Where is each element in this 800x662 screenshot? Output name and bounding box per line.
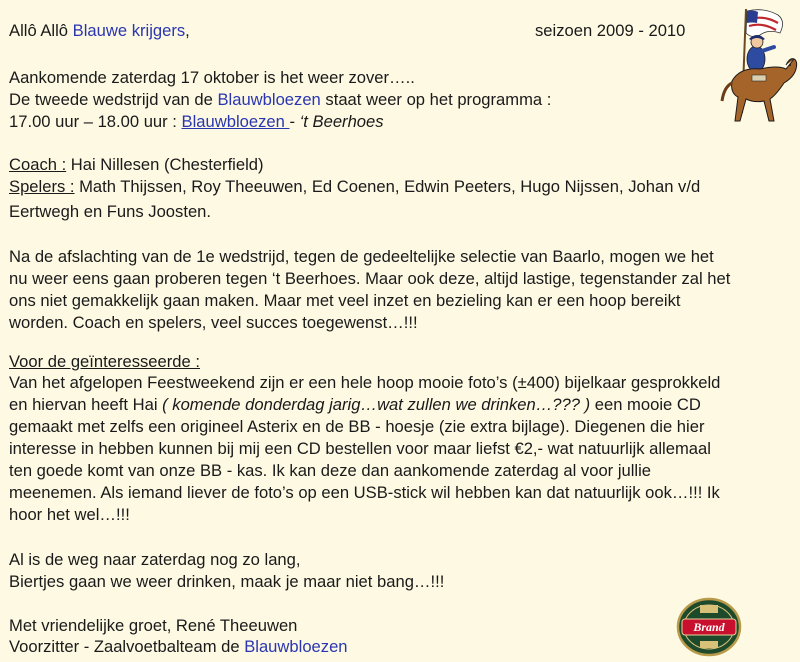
players-line-2: Eertwegh en Funs Joosten. — [9, 202, 212, 221]
birthday-aside: ( komende donderdag jarig…wat zullen we drinken…??? ) — [162, 395, 591, 414]
intro-text: staat weer op het programma : — [320, 90, 552, 109]
signature-greeting: Met vriendelijke groet, René Theeuwen — [9, 616, 298, 635]
interest-line: Van het afgelopen Feestweekend zijn er een hele hoop mooie foto’s (±400) bijelkaar gesprokkeld — [9, 373, 721, 392]
intro-line-1: Aankomende zaterdag 17 oktober is het weer zover….. — [9, 68, 415, 87]
interest-line: gemaakt met zelfs een origineel Asterix en de BB - hoesje (zie extra bijlage). Diegenen die hier — [9, 417, 705, 436]
team-name: Blauwbloezen — [244, 637, 348, 656]
interest-line: hoor het wel…!!! — [9, 505, 130, 524]
paragraph-line: nu weer eens gaan proberen tegen ‘t Beerhoes. Maar ook deze, altijd lastige, tegenstander zal het — [9, 269, 731, 288]
coach-line — [9, 154, 264, 176]
opponent-name: ‘t Beerhoes — [299, 112, 384, 131]
team-name: Blauwbloezen — [217, 90, 321, 109]
knight-illustration — [716, 3, 800, 133]
brand-logo — [676, 597, 742, 657]
players-line — [9, 176, 700, 198]
coach-label: Coach : — [9, 155, 67, 174]
brand-logo-text: Brand — [693, 620, 725, 634]
paragraph-line: ons niet gemakkelijk gaan maken. Maar met veel inzet en bezieling kan er een hoop bereikt — [9, 291, 681, 310]
players-names: Math Thijssen, Roy Theeuwen, Ed Coenen, Edwin Peeters, Hugo Nijssen, Johan v/d — [74, 177, 701, 196]
season-label: seizoen 2009 - 2010 — [535, 21, 686, 40]
match-dash: - — [289, 112, 300, 131]
match-time: 17.00 uur – 18.00 uur : — [9, 112, 182, 131]
interest-heading: Voor de geïnteresseerde : — [9, 352, 200, 371]
signature-title — [9, 636, 348, 658]
paragraph-line: worden. Coach en spelers, veel succes toegewenst…!!! — [9, 313, 418, 332]
signature-role: Voorzitter - Zaalvoetbalteam de — [9, 637, 245, 656]
paragraph-line: Na de afslachting van de 1e wedstrijd, tegen de gedeeltelijke selectie van Baarlo, mogen we het — [9, 247, 714, 266]
team-name: Blauwe krijgers — [72, 21, 186, 40]
interest-line: interesse in hebben kunnen bij mij een CD bestellen voor maar liefst €2,- wat natuurlijk allemaal — [9, 439, 711, 458]
greeting-line — [9, 20, 190, 42]
interest-line — [9, 394, 701, 416]
interest-text: een mooie CD — [590, 395, 701, 414]
greeting-comma: , — [185, 21, 190, 40]
match-line — [9, 111, 384, 133]
players-label: Spelers : — [9, 177, 75, 196]
rhyme-line: Biertjes gaan we weer drinken, maak je maar niet bang…!!! — [9, 572, 445, 591]
intro-line-2 — [9, 89, 551, 111]
flag-icon — [746, 10, 783, 37]
interest-text: en hiervan heeft Hai — [9, 395, 163, 414]
greeting: Allô Allô — [9, 21, 73, 40]
home-team-link[interactable]: Blauwbloezen — [181, 112, 290, 131]
intro-text: De tweede wedstrijd van de — [9, 90, 218, 109]
rhyme-line: Al is de weg naar zaterdag nog zo lang, — [9, 550, 301, 569]
interest-line: ten goede komt van onze BB - kas. Ik kan deze dan aankomende zaterdag al voor jullie — [9, 461, 652, 480]
coach-name: Hai Nillesen (Chesterfield) — [66, 155, 264, 174]
interest-line: meenemen. Als iemand liever de foto’s op een USB-stick wil hebben kan dat natuurlijk ook…!!! Ik — [9, 483, 720, 502]
